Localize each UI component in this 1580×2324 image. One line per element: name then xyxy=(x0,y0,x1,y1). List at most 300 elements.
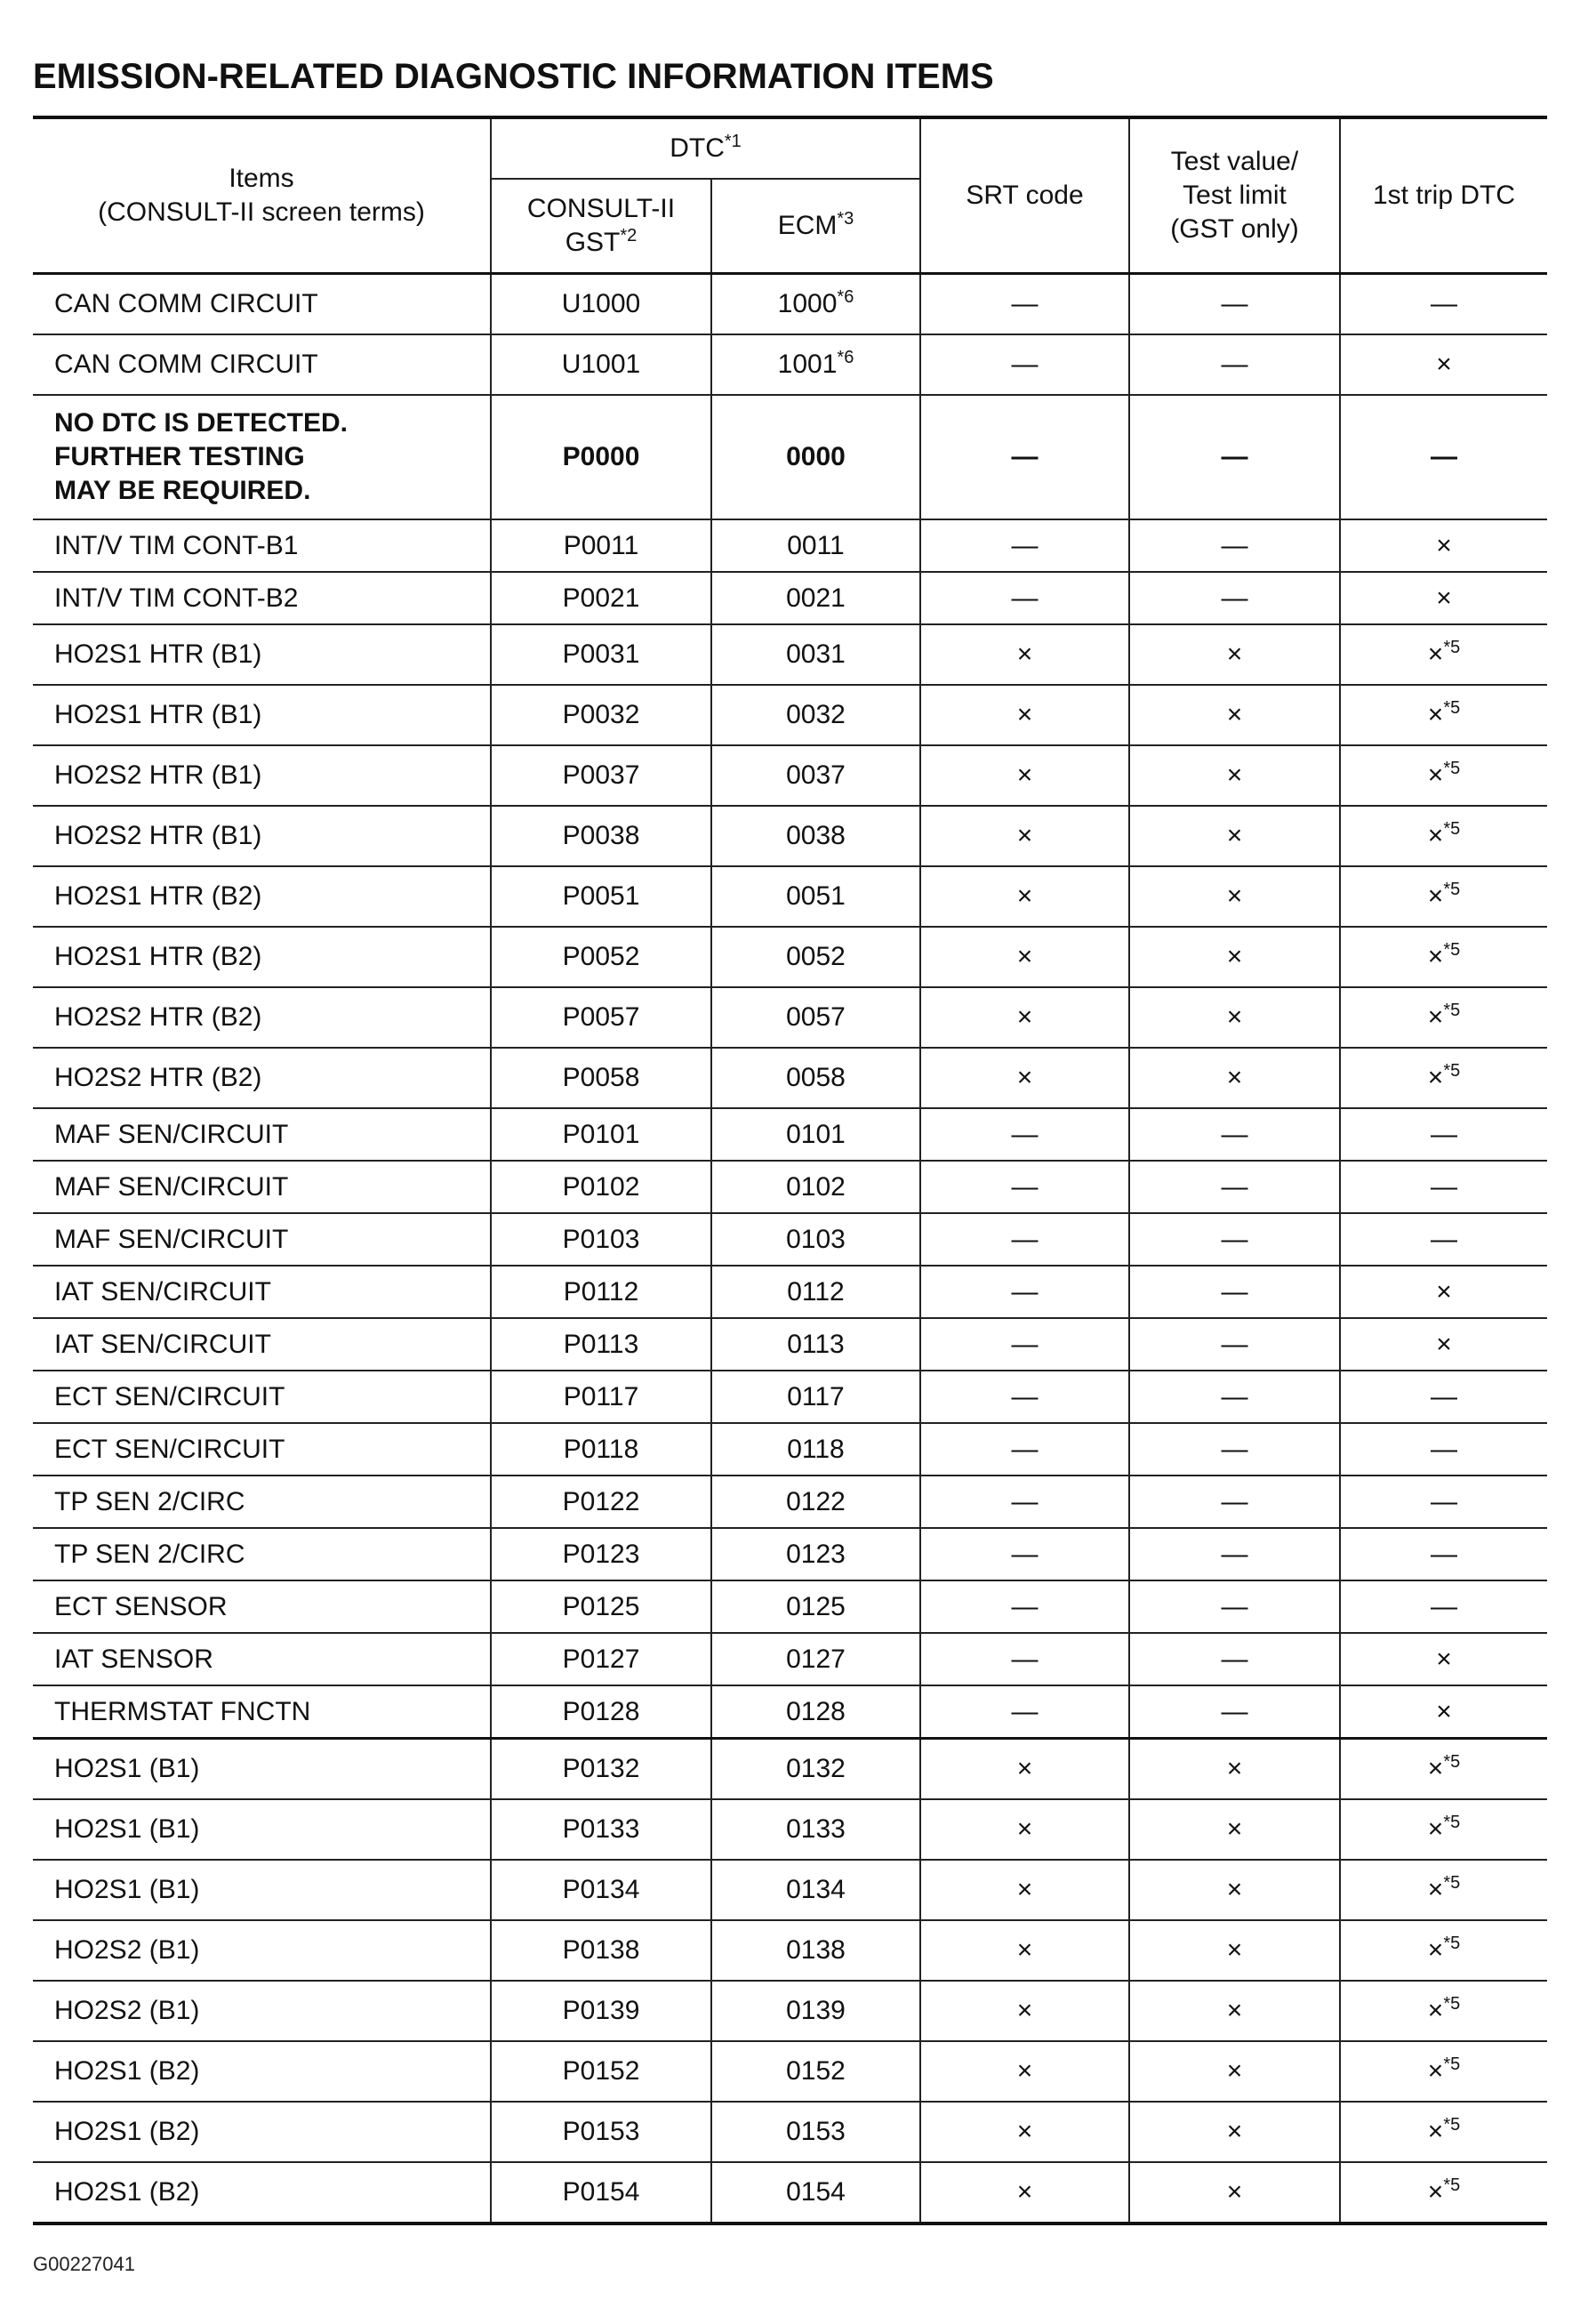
cell-test-mark: — xyxy=(1221,1329,1248,1359)
cell-test-mark: × xyxy=(1226,1754,1243,1783)
cell-trip-mark: × xyxy=(1427,1996,1444,2025)
cell-item-text: CAN COMM CIRCUIT xyxy=(54,289,318,318)
cell-test-mark: — xyxy=(1221,530,1248,560)
cell-ecm-code: 0118 xyxy=(787,1434,845,1464)
cell-consult-gst xyxy=(491,927,711,987)
cell-srt-code xyxy=(920,685,1129,745)
header-consult-gst xyxy=(491,179,711,274)
cell-consult-gst xyxy=(491,1048,711,1108)
cell-ecm-code: 0125 xyxy=(786,1591,846,1621)
cell-ecm-code: 0051 xyxy=(786,881,846,911)
cell-ecm-code: 1001 xyxy=(777,350,838,379)
cell-consult-gst xyxy=(491,2041,711,2102)
cell-consult-gst xyxy=(491,1213,711,1266)
cell-consult-gst xyxy=(491,274,711,335)
cell-item xyxy=(33,1633,491,1685)
cell-srt-code xyxy=(920,624,1129,685)
cell-item-text: ECT SENSOR xyxy=(54,1591,228,1621)
cell-ecm-code: 0038 xyxy=(786,821,846,850)
cell-item xyxy=(33,572,491,624)
cell-ecm xyxy=(711,1048,920,1108)
cell-consult-code: P0037 xyxy=(562,760,640,790)
cell-trip-mark: — xyxy=(1431,1539,1457,1569)
cell-item-text: INT/V TIM CONT-B1 xyxy=(54,530,299,560)
cell-consult-code: P0102 xyxy=(562,1171,640,1202)
table-row xyxy=(33,624,1547,685)
cell-srt-mark: — xyxy=(1011,1434,1039,1464)
cell-srt-code xyxy=(920,1476,1129,1528)
cell-consult-code: P0123 xyxy=(562,1539,640,1569)
cell-item xyxy=(33,1739,491,1800)
cell-trip-mark: × xyxy=(1427,2056,1444,2086)
header-test-line2: Test limit xyxy=(1183,181,1287,210)
cell-srt-code xyxy=(920,1633,1129,1685)
cell-srt-mark: × xyxy=(1016,1935,1033,1965)
cell-srt-mark: — xyxy=(1011,1696,1039,1726)
cell-test-value xyxy=(1129,866,1340,927)
cell-item-text: MAF SEN/CIRCUIT xyxy=(54,1119,289,1149)
cell-srt-mark: × xyxy=(1016,639,1033,669)
table-row xyxy=(33,2102,1547,2162)
cell-srt-mark: — xyxy=(1011,583,1039,613)
cell-first-trip-dtc xyxy=(1340,274,1547,335)
cell-trip-footnote: *5 xyxy=(1443,638,1461,657)
cell-test-mark: — xyxy=(1221,1119,1248,1149)
cell-item xyxy=(33,274,491,335)
cell-item xyxy=(33,1981,491,2041)
cell-srt-code xyxy=(920,1799,1129,1860)
cell-test-mark: × xyxy=(1226,1814,1243,1844)
cell-consult-gst xyxy=(491,334,711,395)
cell-test-mark: — xyxy=(1221,442,1248,471)
cell-test-value xyxy=(1129,1981,1340,2041)
cell-first-trip-dtc xyxy=(1340,519,1547,572)
cell-item xyxy=(33,1213,491,1266)
cell-ecm xyxy=(711,1476,920,1528)
cell-test-mark: — xyxy=(1221,1696,1248,1726)
cell-consult-code: P0051 xyxy=(562,881,640,911)
cell-test-mark: × xyxy=(1226,942,1243,971)
cell-ecm xyxy=(711,624,920,685)
cell-first-trip-dtc xyxy=(1340,2041,1547,2102)
cell-ecm-code: 0011 xyxy=(787,530,845,560)
cell-item-line: NO DTC IS DETECTED. xyxy=(54,408,349,438)
cell-item xyxy=(33,2102,491,2162)
cell-ecm xyxy=(711,1920,920,1981)
cell-trip-mark: × xyxy=(1427,1063,1444,1092)
header-srt-code: SRT code xyxy=(920,117,1129,274)
cell-item xyxy=(33,987,491,1048)
cell-test-mark: × xyxy=(1226,2117,1243,2146)
cell-item xyxy=(33,1318,491,1371)
cell-ecm-code: 1000 xyxy=(777,289,838,318)
cell-trip-footnote: *5 xyxy=(1443,1061,1461,1081)
cell-ecm-code: 0154 xyxy=(786,2177,846,2207)
cell-test-mark: × xyxy=(1226,760,1243,790)
cell-srt-mark: — xyxy=(1011,1171,1039,1202)
cell-srt-mark: × xyxy=(1016,821,1033,850)
cell-item-text: INT/V TIM CONT-B2 xyxy=(54,583,299,613)
cell-consult-code: P0122 xyxy=(562,1486,640,1516)
cell-first-trip-dtc xyxy=(1340,1161,1547,1213)
cell-ecm xyxy=(711,572,920,624)
cell-ecm-code: 0021 xyxy=(786,583,846,613)
cell-test-value xyxy=(1129,1161,1340,1213)
cell-trip-mark: — xyxy=(1431,442,1457,471)
cell-trip-mark: × xyxy=(1436,1276,1452,1307)
cell-test-mark: × xyxy=(1226,639,1243,669)
cell-consult-gst xyxy=(491,1799,711,1860)
cell-test-mark: — xyxy=(1221,1276,1248,1307)
cell-first-trip-dtc xyxy=(1340,1799,1547,1860)
cell-ecm xyxy=(711,1318,920,1371)
header-items-line2: (CONSULT-II screen terms) xyxy=(98,197,425,227)
dtc-table-container xyxy=(33,116,1547,2225)
cell-trip-footnote: *5 xyxy=(1443,880,1461,899)
table-header xyxy=(33,117,1547,274)
header-ecm-footnote: *3 xyxy=(837,209,854,229)
cell-consult-code: P0032 xyxy=(562,700,640,729)
cell-ecm-code: 0031 xyxy=(786,639,846,669)
cell-first-trip-dtc xyxy=(1340,1633,1547,1685)
header-dtc xyxy=(491,117,920,179)
cell-srt-mark: — xyxy=(1011,530,1039,560)
cell-consult-code: P0152 xyxy=(562,2056,640,2086)
cell-consult-gst xyxy=(491,1528,711,1580)
cell-ecm-footnote: *6 xyxy=(837,287,854,307)
cell-trip-mark: × xyxy=(1436,530,1452,560)
cell-item-text: TP SEN 2/CIRC xyxy=(54,1539,245,1569)
cell-ecm-code: 0101 xyxy=(786,1119,846,1149)
cell-item-text: MAF SEN/CIRCUIT xyxy=(54,1224,289,1254)
cell-item xyxy=(33,1685,491,1739)
header-consult-footnote: *2 xyxy=(620,226,638,245)
cell-trip-mark: × xyxy=(1427,2177,1444,2207)
cell-ecm-code: 0123 xyxy=(786,1539,846,1569)
cell-consult-gst xyxy=(491,1981,711,2041)
cell-test-mark: — xyxy=(1221,1224,1248,1254)
cell-consult-code: P0139 xyxy=(562,1996,640,2025)
cell-first-trip-dtc xyxy=(1340,806,1547,866)
cell-consult-code: P0113 xyxy=(563,1329,639,1359)
cell-trip-mark: — xyxy=(1431,1381,1457,1411)
cell-srt-mark: × xyxy=(1016,760,1033,790)
cell-srt-code xyxy=(920,1528,1129,1580)
cell-srt-mark: — xyxy=(1011,1224,1039,1254)
cell-item xyxy=(33,1920,491,1981)
cell-srt-mark: — xyxy=(1011,289,1039,318)
cell-trip-mark: × xyxy=(1427,760,1444,790)
cell-ecm xyxy=(711,2102,920,2162)
cell-item-text: HO2S1 HTR (B1) xyxy=(54,700,262,729)
cell-srt-code xyxy=(920,1981,1129,2041)
cell-consult-code: P0000 xyxy=(562,442,640,471)
cell-item xyxy=(33,1371,491,1423)
cell-consult-gst xyxy=(491,2162,711,2223)
cell-ecm xyxy=(711,1266,920,1318)
cell-trip-footnote: *5 xyxy=(1443,940,1461,960)
cell-consult-gst xyxy=(491,1920,711,1981)
table-row xyxy=(33,1739,1547,1800)
cell-item xyxy=(33,1476,491,1528)
cell-item-text: HO2S2 HTR (B2) xyxy=(54,1002,262,1032)
cell-test-value xyxy=(1129,519,1340,572)
cell-test-mark: — xyxy=(1221,1381,1248,1411)
cell-trip-footnote: *5 xyxy=(1443,759,1461,778)
cell-consult-code: P0127 xyxy=(562,1644,640,1674)
cell-item-text: TP SEN 2/CIRC xyxy=(54,1486,245,1516)
cell-consult-gst xyxy=(491,1739,711,1800)
cell-first-trip-dtc xyxy=(1340,1318,1547,1371)
cell-srt-mark: — xyxy=(1011,1276,1039,1307)
cell-consult-code: U1001 xyxy=(561,350,641,379)
cell-first-trip-dtc xyxy=(1340,624,1547,685)
cell-srt-code xyxy=(920,334,1129,395)
cell-item-text: HO2S1 (B2) xyxy=(54,2177,200,2207)
cell-srt-mark: — xyxy=(1011,1486,1039,1516)
cell-srt-mark: — xyxy=(1011,1119,1039,1149)
cell-consult-code: P0138 xyxy=(562,1935,640,1965)
cell-item xyxy=(33,1528,491,1580)
cell-trip-mark: — xyxy=(1431,1171,1457,1202)
cell-ecm-code: 0138 xyxy=(786,1935,846,1965)
cell-trip-mark: — xyxy=(1431,1486,1457,1516)
cell-item-text: IAT SENSOR xyxy=(54,1644,213,1674)
cell-test-mark: — xyxy=(1221,289,1248,318)
cell-first-trip-dtc xyxy=(1340,987,1547,1048)
cell-trip-mark: × xyxy=(1436,350,1452,379)
cell-consult-code: P0031 xyxy=(562,639,640,669)
cell-test-mark: × xyxy=(1226,821,1243,850)
cell-consult-gst xyxy=(491,987,711,1048)
cell-trip-footnote: *5 xyxy=(1443,1001,1461,1020)
cell-trip-footnote: *5 xyxy=(1443,2175,1461,2195)
cell-test-value xyxy=(1129,624,1340,685)
cell-test-mark: — xyxy=(1221,583,1248,613)
header-test-line1: Test value/ xyxy=(1170,147,1299,176)
cell-srt-code xyxy=(920,1580,1129,1633)
table-row xyxy=(33,2041,1547,2102)
cell-ecm-code: 0032 xyxy=(786,700,846,729)
cell-ecm xyxy=(711,1633,920,1685)
cell-item-text: HO2S2 HTR (B2) xyxy=(54,1063,262,1092)
cell-item xyxy=(33,1048,491,1108)
cell-srt-code xyxy=(920,1920,1129,1981)
cell-item-text: IAT SEN/CIRCUIT xyxy=(54,1329,271,1359)
cell-first-trip-dtc xyxy=(1340,1213,1547,1266)
cell-first-trip-dtc xyxy=(1340,334,1547,395)
table-row xyxy=(33,1799,1547,1860)
cell-trip-mark: × xyxy=(1427,700,1444,729)
cell-consult-gst xyxy=(491,1266,711,1318)
header-dtc-footnote: *1 xyxy=(724,132,742,151)
cell-consult-gst xyxy=(491,1161,711,1213)
cell-trip-footnote: *5 xyxy=(1443,1873,1461,1893)
cell-trip-mark: × xyxy=(1427,942,1444,971)
cell-ecm-code: 0132 xyxy=(786,1754,846,1783)
cell-trip-mark: × xyxy=(1436,1329,1452,1359)
cell-test-value xyxy=(1129,2162,1340,2223)
cell-ecm xyxy=(711,334,920,395)
cell-srt-mark: — xyxy=(1011,350,1039,379)
header-items xyxy=(33,117,491,274)
table-row xyxy=(33,1860,1547,1920)
cell-first-trip-dtc xyxy=(1340,1048,1547,1108)
cell-test-mark: — xyxy=(1221,1591,1248,1621)
cell-first-trip-dtc xyxy=(1340,1860,1547,1920)
cell-ecm xyxy=(711,866,920,927)
cell-first-trip-dtc xyxy=(1340,1476,1547,1528)
table-row xyxy=(33,1318,1547,1371)
cell-first-trip-dtc xyxy=(1340,1981,1547,2041)
cell-first-trip-dtc xyxy=(1340,1266,1547,1318)
cell-consult-code: P0021 xyxy=(562,583,640,613)
cell-consult-gst xyxy=(491,1371,711,1423)
cell-ecm xyxy=(711,1528,920,1580)
cell-test-mark: × xyxy=(1226,1875,1243,1904)
header-dtc-label: DTC xyxy=(670,133,725,163)
cell-consult-gst xyxy=(491,1580,711,1633)
cell-consult-code: P0038 xyxy=(562,821,640,850)
cell-srt-code xyxy=(920,2041,1129,2102)
cell-item-text: HO2S2 HTR (B1) xyxy=(54,821,262,850)
cell-item xyxy=(33,1108,491,1161)
cell-ecm xyxy=(711,1161,920,1213)
cell-ecm-code: 0112 xyxy=(787,1276,845,1307)
cell-consult-code: P0103 xyxy=(562,1224,640,1254)
cell-item-text: THERMSTAT FNCTN xyxy=(54,1696,311,1726)
cell-consult-gst xyxy=(491,624,711,685)
table-row xyxy=(33,866,1547,927)
cell-ecm xyxy=(711,745,920,806)
cell-srt-code xyxy=(920,1371,1129,1423)
cell-consult-code: P0118 xyxy=(563,1434,639,1464)
cell-test-value xyxy=(1129,1266,1340,1318)
cell-consult-code: P0134 xyxy=(562,1875,640,1904)
cell-consult-code: U1000 xyxy=(561,289,641,318)
cell-ecm-code: 0133 xyxy=(786,1814,846,1844)
cell-consult-gst xyxy=(491,1860,711,1920)
cell-test-mark: × xyxy=(1226,1002,1243,1032)
cell-trip-mark: — xyxy=(1431,289,1457,318)
cell-srt-mark: × xyxy=(1016,2056,1033,2086)
table-row xyxy=(33,572,1547,624)
table-row xyxy=(33,927,1547,987)
table-row xyxy=(33,1580,1547,1633)
cell-ecm xyxy=(711,1685,920,1739)
cell-test-value xyxy=(1129,1633,1340,1685)
cell-item-text: MAF SEN/CIRCUIT xyxy=(54,1171,289,1202)
cell-ecm xyxy=(711,1423,920,1476)
cell-test-mark: × xyxy=(1226,700,1243,729)
cell-item-text: CAN COMM CIRCUIT xyxy=(54,350,318,379)
cell-srt-mark: × xyxy=(1016,881,1033,911)
cell-item xyxy=(33,1423,491,1476)
cell-consult-code: P0125 xyxy=(562,1591,640,1621)
cell-srt-code xyxy=(920,987,1129,1048)
header-consult-line2: GST xyxy=(565,228,621,257)
cell-item-line: MAY BE REQUIRED. xyxy=(54,476,311,505)
cell-ecm xyxy=(711,806,920,866)
cell-srt-code xyxy=(920,806,1129,866)
cell-first-trip-dtc xyxy=(1340,2162,1547,2223)
cell-item-text: HO2S1 HTR (B1) xyxy=(54,639,262,669)
cell-first-trip-dtc xyxy=(1340,745,1547,806)
cell-srt-code xyxy=(920,1048,1129,1108)
cell-test-mark: — xyxy=(1221,1644,1248,1674)
cell-item xyxy=(33,519,491,572)
cell-ecm xyxy=(711,685,920,745)
cell-ecm-code: 0057 xyxy=(786,1002,846,1032)
cell-first-trip-dtc xyxy=(1340,1685,1547,1739)
cell-test-value xyxy=(1129,1108,1340,1161)
cell-srt-code xyxy=(920,866,1129,927)
cell-srt-mark: × xyxy=(1016,1814,1033,1844)
cell-consult-code: P0153 xyxy=(562,2117,640,2146)
cell-srt-code xyxy=(920,1213,1129,1266)
cell-ecm-code: 0122 xyxy=(786,1486,846,1516)
cell-consult-code: P0101 xyxy=(562,1119,640,1149)
cell-consult-gst xyxy=(491,395,711,519)
cell-ecm-code: 0113 xyxy=(787,1329,845,1359)
table-row xyxy=(33,1685,1547,1739)
page-title: EMISSION-RELATED DIAGNOSTIC INFORMATION ITEMS xyxy=(33,57,994,96)
cell-item-text: HO2S1 (B1) xyxy=(54,1814,200,1844)
cell-item xyxy=(33,1860,491,1920)
cell-srt-mark: — xyxy=(1011,442,1039,471)
cell-srt-mark: × xyxy=(1016,1875,1033,1904)
cell-ecm xyxy=(711,1108,920,1161)
cell-srt-code xyxy=(920,572,1129,624)
cell-ecm-code: 0134 xyxy=(786,1875,846,1904)
cell-item xyxy=(33,1161,491,1213)
cell-srt-mark: × xyxy=(1016,942,1033,971)
table-row xyxy=(33,1981,1547,2041)
cell-consult-code: P0128 xyxy=(562,1696,640,1726)
table-row xyxy=(33,1371,1547,1423)
cell-ecm-code: 0127 xyxy=(786,1644,846,1674)
cell-trip-mark: × xyxy=(1427,1814,1444,1844)
cell-consult-gst xyxy=(491,1633,711,1685)
cell-trip-footnote: *5 xyxy=(1443,2115,1461,2135)
cell-consult-gst xyxy=(491,685,711,745)
cell-first-trip-dtc xyxy=(1340,1580,1547,1633)
cell-test-mark: — xyxy=(1221,1539,1248,1569)
cell-test-mark: — xyxy=(1221,1486,1248,1516)
cell-srt-mark: × xyxy=(1016,1002,1033,1032)
cell-first-trip-dtc xyxy=(1340,927,1547,987)
cell-first-trip-dtc xyxy=(1340,866,1547,927)
cell-ecm-code: 0153 xyxy=(786,2117,846,2146)
table-row xyxy=(33,1633,1547,1685)
cell-srt-code xyxy=(920,745,1129,806)
cell-item-text: HO2S2 (B1) xyxy=(54,1996,200,2025)
cell-srt-code xyxy=(920,1266,1129,1318)
header-first-trip-dtc: 1st trip DTC xyxy=(1340,117,1547,274)
cell-test-mark: × xyxy=(1226,1063,1243,1092)
table-row xyxy=(33,1920,1547,1981)
cell-consult-code: P0052 xyxy=(562,942,640,971)
cell-ecm xyxy=(711,1213,920,1266)
cell-consult-gst xyxy=(491,745,711,806)
cell-test-value xyxy=(1129,1213,1340,1266)
cell-test-value xyxy=(1129,334,1340,395)
cell-item xyxy=(33,2162,491,2223)
cell-consult-code: P0154 xyxy=(562,2177,640,2207)
cell-trip-mark: × xyxy=(1436,1696,1452,1726)
cell-item xyxy=(33,1580,491,1633)
cell-consult-code: P0057 xyxy=(562,1002,640,1032)
